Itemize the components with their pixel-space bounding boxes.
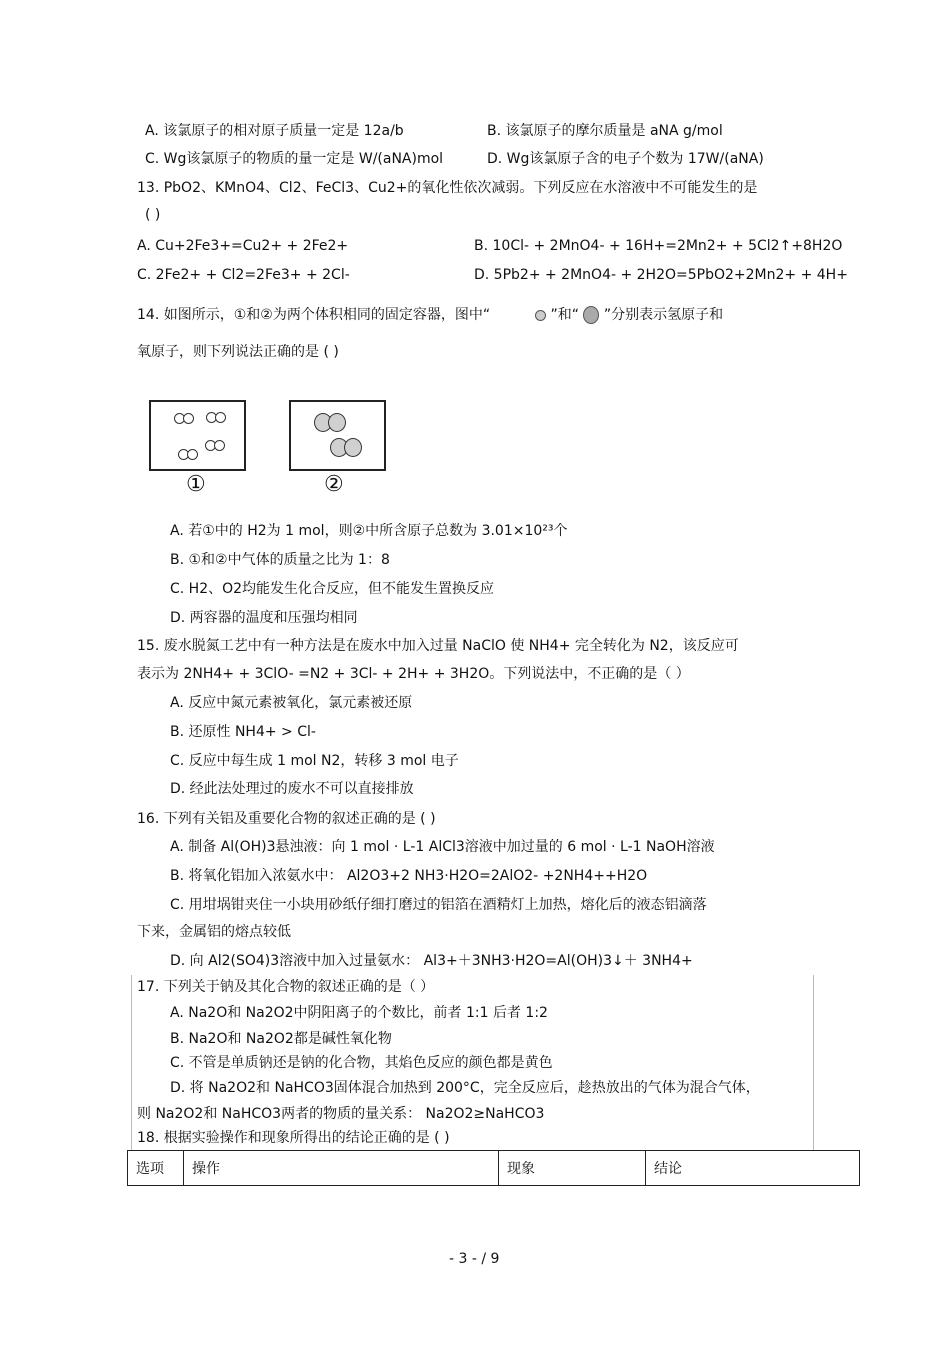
q15-option-b: B. 还原性 NH4+ > Cl- xyxy=(170,724,316,740)
container-1-box xyxy=(149,400,246,471)
q14-stem-mid: ”和“ xyxy=(550,307,579,323)
table-header-cell: 操作 xyxy=(184,1151,499,1186)
q14-option-a: A. 若①中的 H2为 1 mol，则②中所含原子总数为 3.01×10²³个 xyxy=(170,523,568,539)
q13-answer-paren: ( ) xyxy=(145,207,161,223)
q16-option-c-line1: C. 用坩埚钳夹住一小块用砂纸仔细打磨过的铝箔在酒精灯上加热，熔化后的液态铝滴落 xyxy=(170,897,707,913)
q14-option-c: C. H2、O2均能发生化合反应，但不能发生置换反应 xyxy=(170,581,495,597)
q14-stem-post: ”分别表示氢原子和 xyxy=(603,307,724,323)
table-header-row xyxy=(128,1151,860,1186)
q14-stem-pre: 14. 如图所示，①和②为两个体积相同的固定容器，图中“ xyxy=(137,307,491,323)
q17-option-c: C. 不管是单质钠还是钠的化合物，其焰色反应的颜色都是黄色 xyxy=(170,1055,553,1071)
table-header-cell: 结论 xyxy=(646,1151,860,1186)
q17-option-d-line1: D. 将 Na2O2和 NaHCO3固体混合加热到 200°C，完全反应后，趁热放出的气体为混合气体， xyxy=(170,1080,760,1096)
q13-option-b: B. 10Cl- + 2MnO4- + 16H+=2Mn2+ + 5Cl2↑+8H2O xyxy=(474,238,843,254)
q16-option-b: B. 将氧化铝加入浓氨水中： Al2O3+2 NH3·H2O=2AlO2- +2NH4++H2O xyxy=(170,868,648,884)
q13-stem: 13. PbO2、KMnO4、Cl2、FeCl3、Cu2+的氧化性依次减弱。下列反应在水溶液中不可能发生的是 xyxy=(137,180,758,196)
q17-option-d-line2: 则 Na2O2和 NaHCO3两者的物质的量关系： Na2O2≥NaHCO3 xyxy=(137,1106,545,1122)
q16-option-a: A. 制备 Al(OH)3悬浊液：向 1 mol · L-1 AlCl3溶液中加过量的 6 mol · L-1 NaOH溶液 xyxy=(170,839,715,855)
q12-option-d: D. Wg该氯原子含的电子个数为 17W/(aNA) xyxy=(487,151,764,167)
left-margin-line xyxy=(131,975,132,1150)
q12-option-c: C. Wg该氯原子的物质的量一定是 W/(aNA)mol xyxy=(145,151,444,167)
figure-1-caption: ① xyxy=(186,472,206,497)
hydrogen-atom-icon xyxy=(535,310,546,321)
q16-option-d: D. 向 Al2(SO4)3溶液中加入过量氨水： Al3+＋3NH3·H2O=Al(OH)3↓＋ 3NH4+ xyxy=(170,953,693,969)
q13-option-c: C. 2Fe2+ + Cl2=2Fe3+ + 2Cl- xyxy=(137,267,350,283)
q18-table xyxy=(127,1150,860,1186)
oxygen-atom-icon xyxy=(583,306,599,324)
q13-option-d: D. 5Pb2+ + 2MnO4- + 2H2O=5PbO2+2Mn2+ + 4H+ xyxy=(474,267,848,283)
q15-option-d: D. 经此法处理过的废水不可以直接排放 xyxy=(170,781,414,797)
q16-stem: 16. 下列有关铝及重要化合物的叙述正确的是 ( ) xyxy=(137,811,436,827)
container-2-box xyxy=(289,400,386,471)
q12-option-b: B. 该氯原子的摩尔质量是 aNA g/mol xyxy=(487,123,723,139)
table-header-cell: 选项 xyxy=(128,1151,184,1186)
q14-option-b: B. ①和②中气体的质量之比为 1：8 xyxy=(170,552,390,568)
q14-stem-line2: 氧原子，则下列说法正确的是 ( ) xyxy=(137,344,339,360)
q17-option-a: A. Na2O和 Na2O2中阴阳离子的个数比，前者 1:1 后者 1:2 xyxy=(170,1005,548,1021)
q15-option-a: A. 反应中氮元素被氧化，氯元素被还原 xyxy=(170,695,413,711)
q18-stem: 18. 根据实验操作和现象所得出的结论正确的是 ( ) xyxy=(137,1130,450,1146)
q12-option-a: A. 该氯原子的相对原子质量一定是 12a/b xyxy=(145,123,404,139)
q17-stem: 17. 下列关于钠及其化合物的叙述正确的是（ ） xyxy=(137,979,435,995)
table-header-cell: 现象 xyxy=(499,1151,646,1186)
q14-stem-line1 xyxy=(137,306,723,324)
q15-stem-line1: 15. 废水脱氮工艺中有一种方法是在废水中加入过量 NaClO 使 NH4+ 完全转化为 N2，该反应可 xyxy=(137,638,739,654)
q14-option-d: D. 两容器的温度和压强均相同 xyxy=(170,610,358,626)
q15-stem-line2: 表示为 2NH4+ + 3ClO- =N2 + 3Cl- + 2H+ + 3H2O。下列说法中，不正确的是（ ） xyxy=(137,666,690,682)
figure-2-caption: ② xyxy=(324,472,344,497)
right-margin-line xyxy=(813,975,814,1150)
q17-option-b: B. Na2O和 Na2O2都是碱性氧化物 xyxy=(170,1031,392,1047)
q15-option-c: C. 反应中每生成 1 mol N2，转移 3 mol 电子 xyxy=(170,753,459,769)
page-number: - 3 - / 9 xyxy=(449,1251,500,1267)
q16-option-c-line2: 下来，金属铝的熔点较低 xyxy=(137,924,291,940)
q13-option-a: A. Cu+2Fe3+=Cu2+ + 2Fe2+ xyxy=(137,238,349,254)
